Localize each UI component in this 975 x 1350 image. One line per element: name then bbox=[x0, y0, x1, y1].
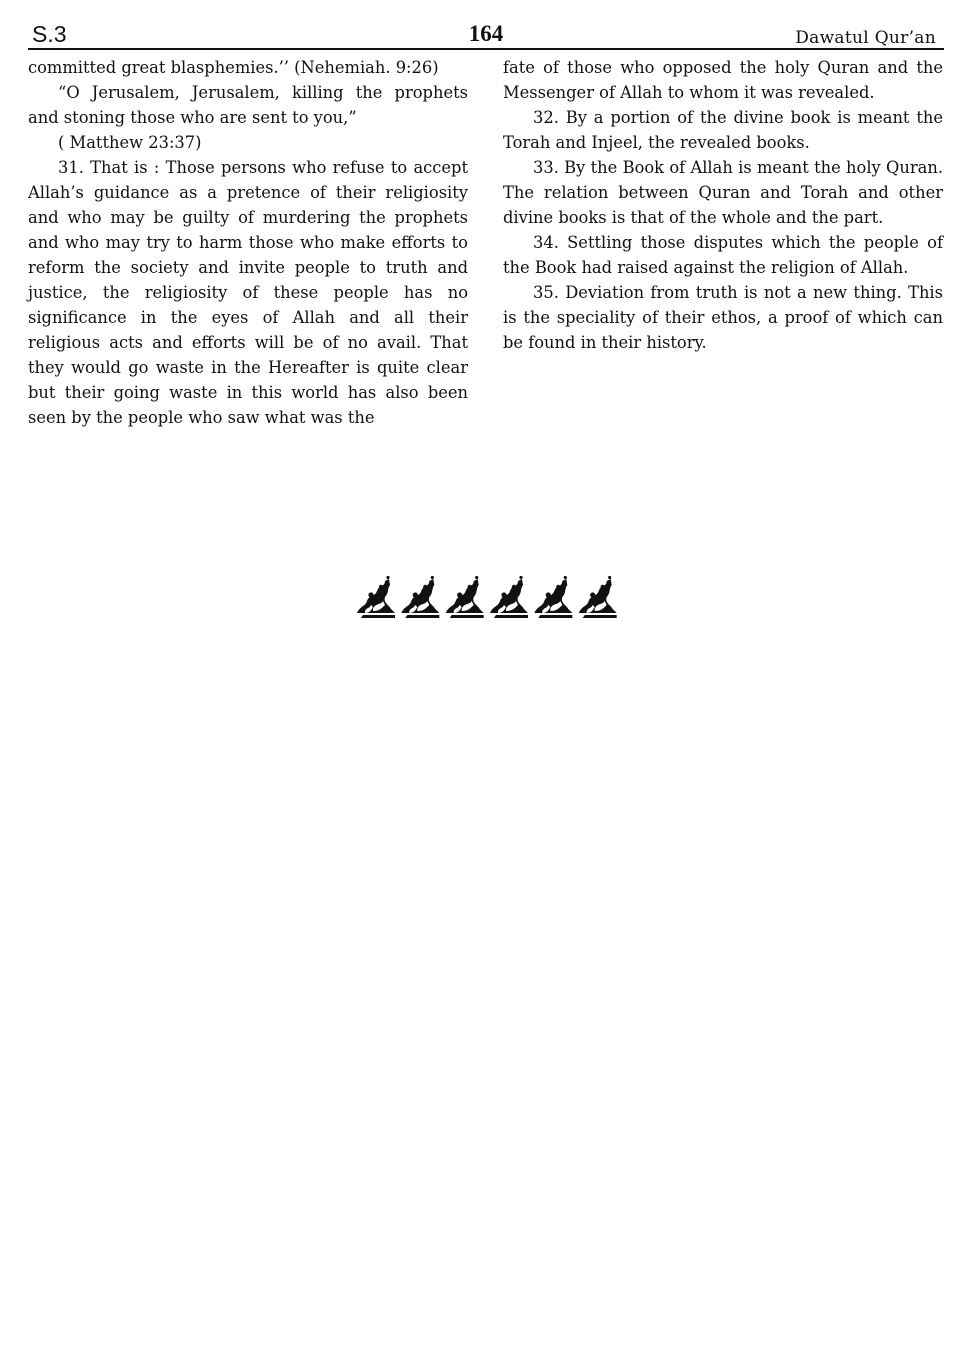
page-number: 164 bbox=[468, 21, 504, 46]
paragraph: “O Jerusalem, Jerusalem, killing the prophets and stoning those who are sent to you,” bbox=[28, 83, 468, 127]
paragraph: 32. By a portion of the divine book is meant the Torah and Injeel, the revealed books. bbox=[503, 108, 943, 152]
ornament-unit-icon bbox=[490, 576, 528, 618]
ornament-unit-icon bbox=[357, 576, 395, 618]
calligraphy-ornament-icon bbox=[355, 575, 621, 619]
page-header bbox=[28, 20, 944, 50]
ornament-unit-icon bbox=[446, 576, 484, 618]
paragraph: ( Matthew 23:37) bbox=[58, 133, 202, 152]
paragraph: 31. That is : Those persons who refuse to accept Allah’s guidance as a pretence of their religiosity and who may be guilty of murdering the prophets and who may try to harm those who make efforts to reform the society and invite people to truth and justice, the religiosity of these people has no significance in the eyes of Allah and all their religious acts and efforts will be of no avail. That they would go waste in the Hereafter is quite clear but their going waste in this world has also been seen by the people who saw what was the bbox=[28, 158, 468, 427]
ornament-unit-icon bbox=[401, 576, 439, 618]
ornament-unit-icon bbox=[579, 576, 617, 618]
paragraph: fate of those who opposed the holy Quran and the Messenger of Allah to whom it was revealed. bbox=[503, 58, 943, 102]
paragraph: 35. Deviation from truth is not a new thing. This is the speciality of their ethos, a proof of which can be found in their history. bbox=[503, 283, 943, 352]
book-title: Dawatul Qur’an bbox=[795, 28, 936, 48]
paragraph: 34. Settling those disputes which the people of the Book had raised against the religion of Allah. bbox=[503, 233, 943, 277]
left-column bbox=[28, 55, 468, 430]
surah-label: S.3 bbox=[32, 21, 67, 47]
paragraph: 33. By the Book of Allah is meant the holy Quran. The relation between Quran and Torah and other divine books is that of the whole and the part. bbox=[503, 158, 943, 227]
paragraph: committed great blasphemies.’’ (Nehemiah. 9:26) bbox=[28, 58, 439, 77]
ornament-unit-icon bbox=[534, 576, 572, 618]
right-column bbox=[503, 55, 943, 355]
